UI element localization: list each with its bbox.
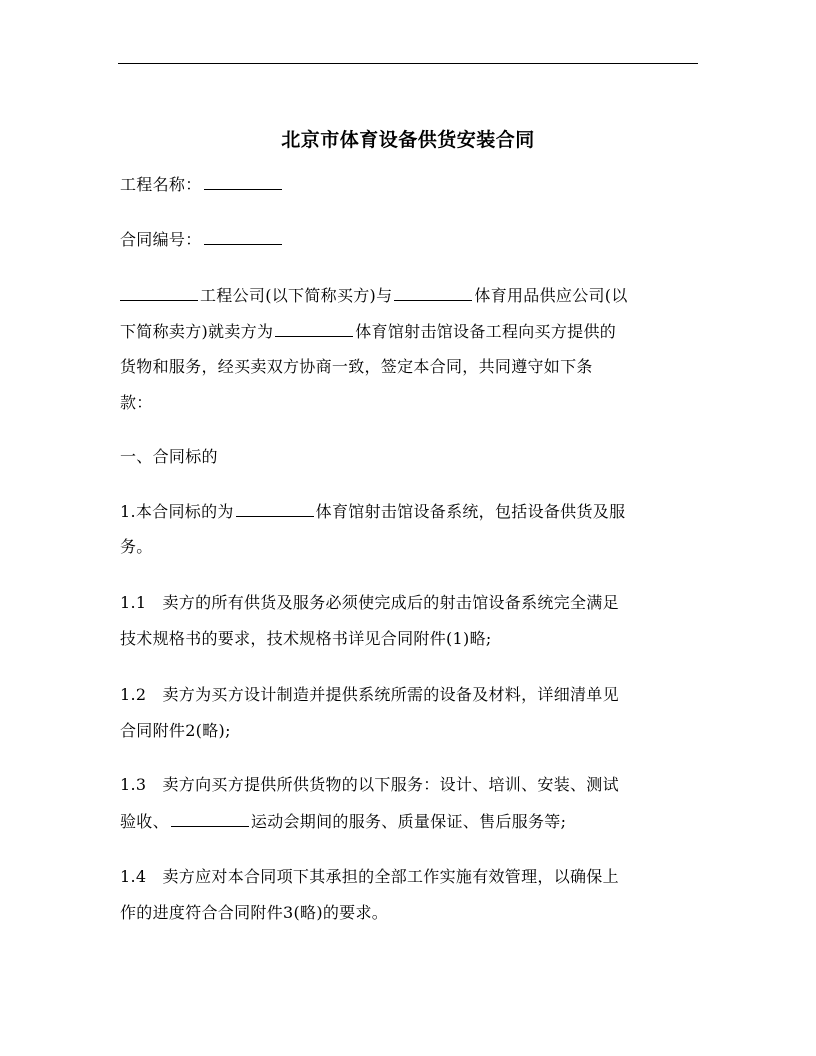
buyer-blank xyxy=(120,284,198,301)
clause-1-4-line-2: 作的进度符合合同附件3(略)的要求。 xyxy=(120,903,389,922)
intro-text-1b: 体育用品供应公司(以 xyxy=(474,286,628,305)
contract-no-blank xyxy=(204,228,282,245)
clause-1-line-1 xyxy=(120,500,625,523)
intro-line-2 xyxy=(120,320,616,343)
intro-line-3: 货物和服务，经买卖双方协商一致，签定本合同，共同遵守如下条 xyxy=(120,357,593,376)
clause-1-line-2: 务。 xyxy=(120,537,153,556)
intro-line-4: 款： xyxy=(120,393,153,412)
clause-1-3-line-1: 1.3 卖方向买方提供所供货物的以下服务：设计、培训、安装、测试 xyxy=(120,775,619,794)
clause-1-4-line-1: 1.4 卖方应对本合同项下其承担的全部工作实施有效管理，以确保上 xyxy=(120,867,619,886)
contract-no-line xyxy=(120,228,284,251)
project-name-blank xyxy=(204,173,282,190)
intro-line-1 xyxy=(120,284,628,307)
clause-1-3-text-b: 运动会期间的服务、质量保证、售后服务等; xyxy=(250,812,567,831)
contract-no-label: 合同编号： xyxy=(120,230,202,249)
clause-1-text-a: 1.本合同标的为 xyxy=(120,502,234,521)
clause-1-1-line-1: 1.1 卖方的所有供货及服务必须使完成后的射击馆设备系统完全满足 xyxy=(120,593,619,612)
clause-1-3-line-2 xyxy=(120,810,566,833)
section-1-heading: 一、合同标的 xyxy=(120,447,218,466)
clause-1-1-line-2: 技术规格书的要求，技术规格书详见合同附件(1)略; xyxy=(120,629,492,648)
clause-1-3-blank xyxy=(171,810,249,827)
venue-blank xyxy=(275,320,353,337)
clause-1-2-line-1: 1.2 卖方为买方设计制造并提供系统所需的设备及材料，详细清单见 xyxy=(120,685,619,704)
clause-1-text-b: 体育馆射击馆设备系统，包括设备供货及服 xyxy=(315,502,626,521)
intro-text-2a: 下简称卖方)就卖方为 xyxy=(120,322,274,341)
document-title: 北京市体育设备供货安装合同 xyxy=(281,129,535,151)
project-name-label: 工程名称： xyxy=(120,175,202,194)
project-name-line xyxy=(120,173,284,196)
header-rule xyxy=(118,63,698,64)
clause-1-3-text-a: 验收、 xyxy=(120,812,169,831)
intro-text-2b: 体育馆射击馆设备工程向买方提供的 xyxy=(355,322,617,341)
intro-text-1a: 工程公司(以下简称买方)与 xyxy=(200,286,393,305)
seller-blank xyxy=(394,284,472,301)
clause-1-2-line-2: 合同附件2(略); xyxy=(120,721,231,740)
clause-1-blank xyxy=(236,500,314,517)
